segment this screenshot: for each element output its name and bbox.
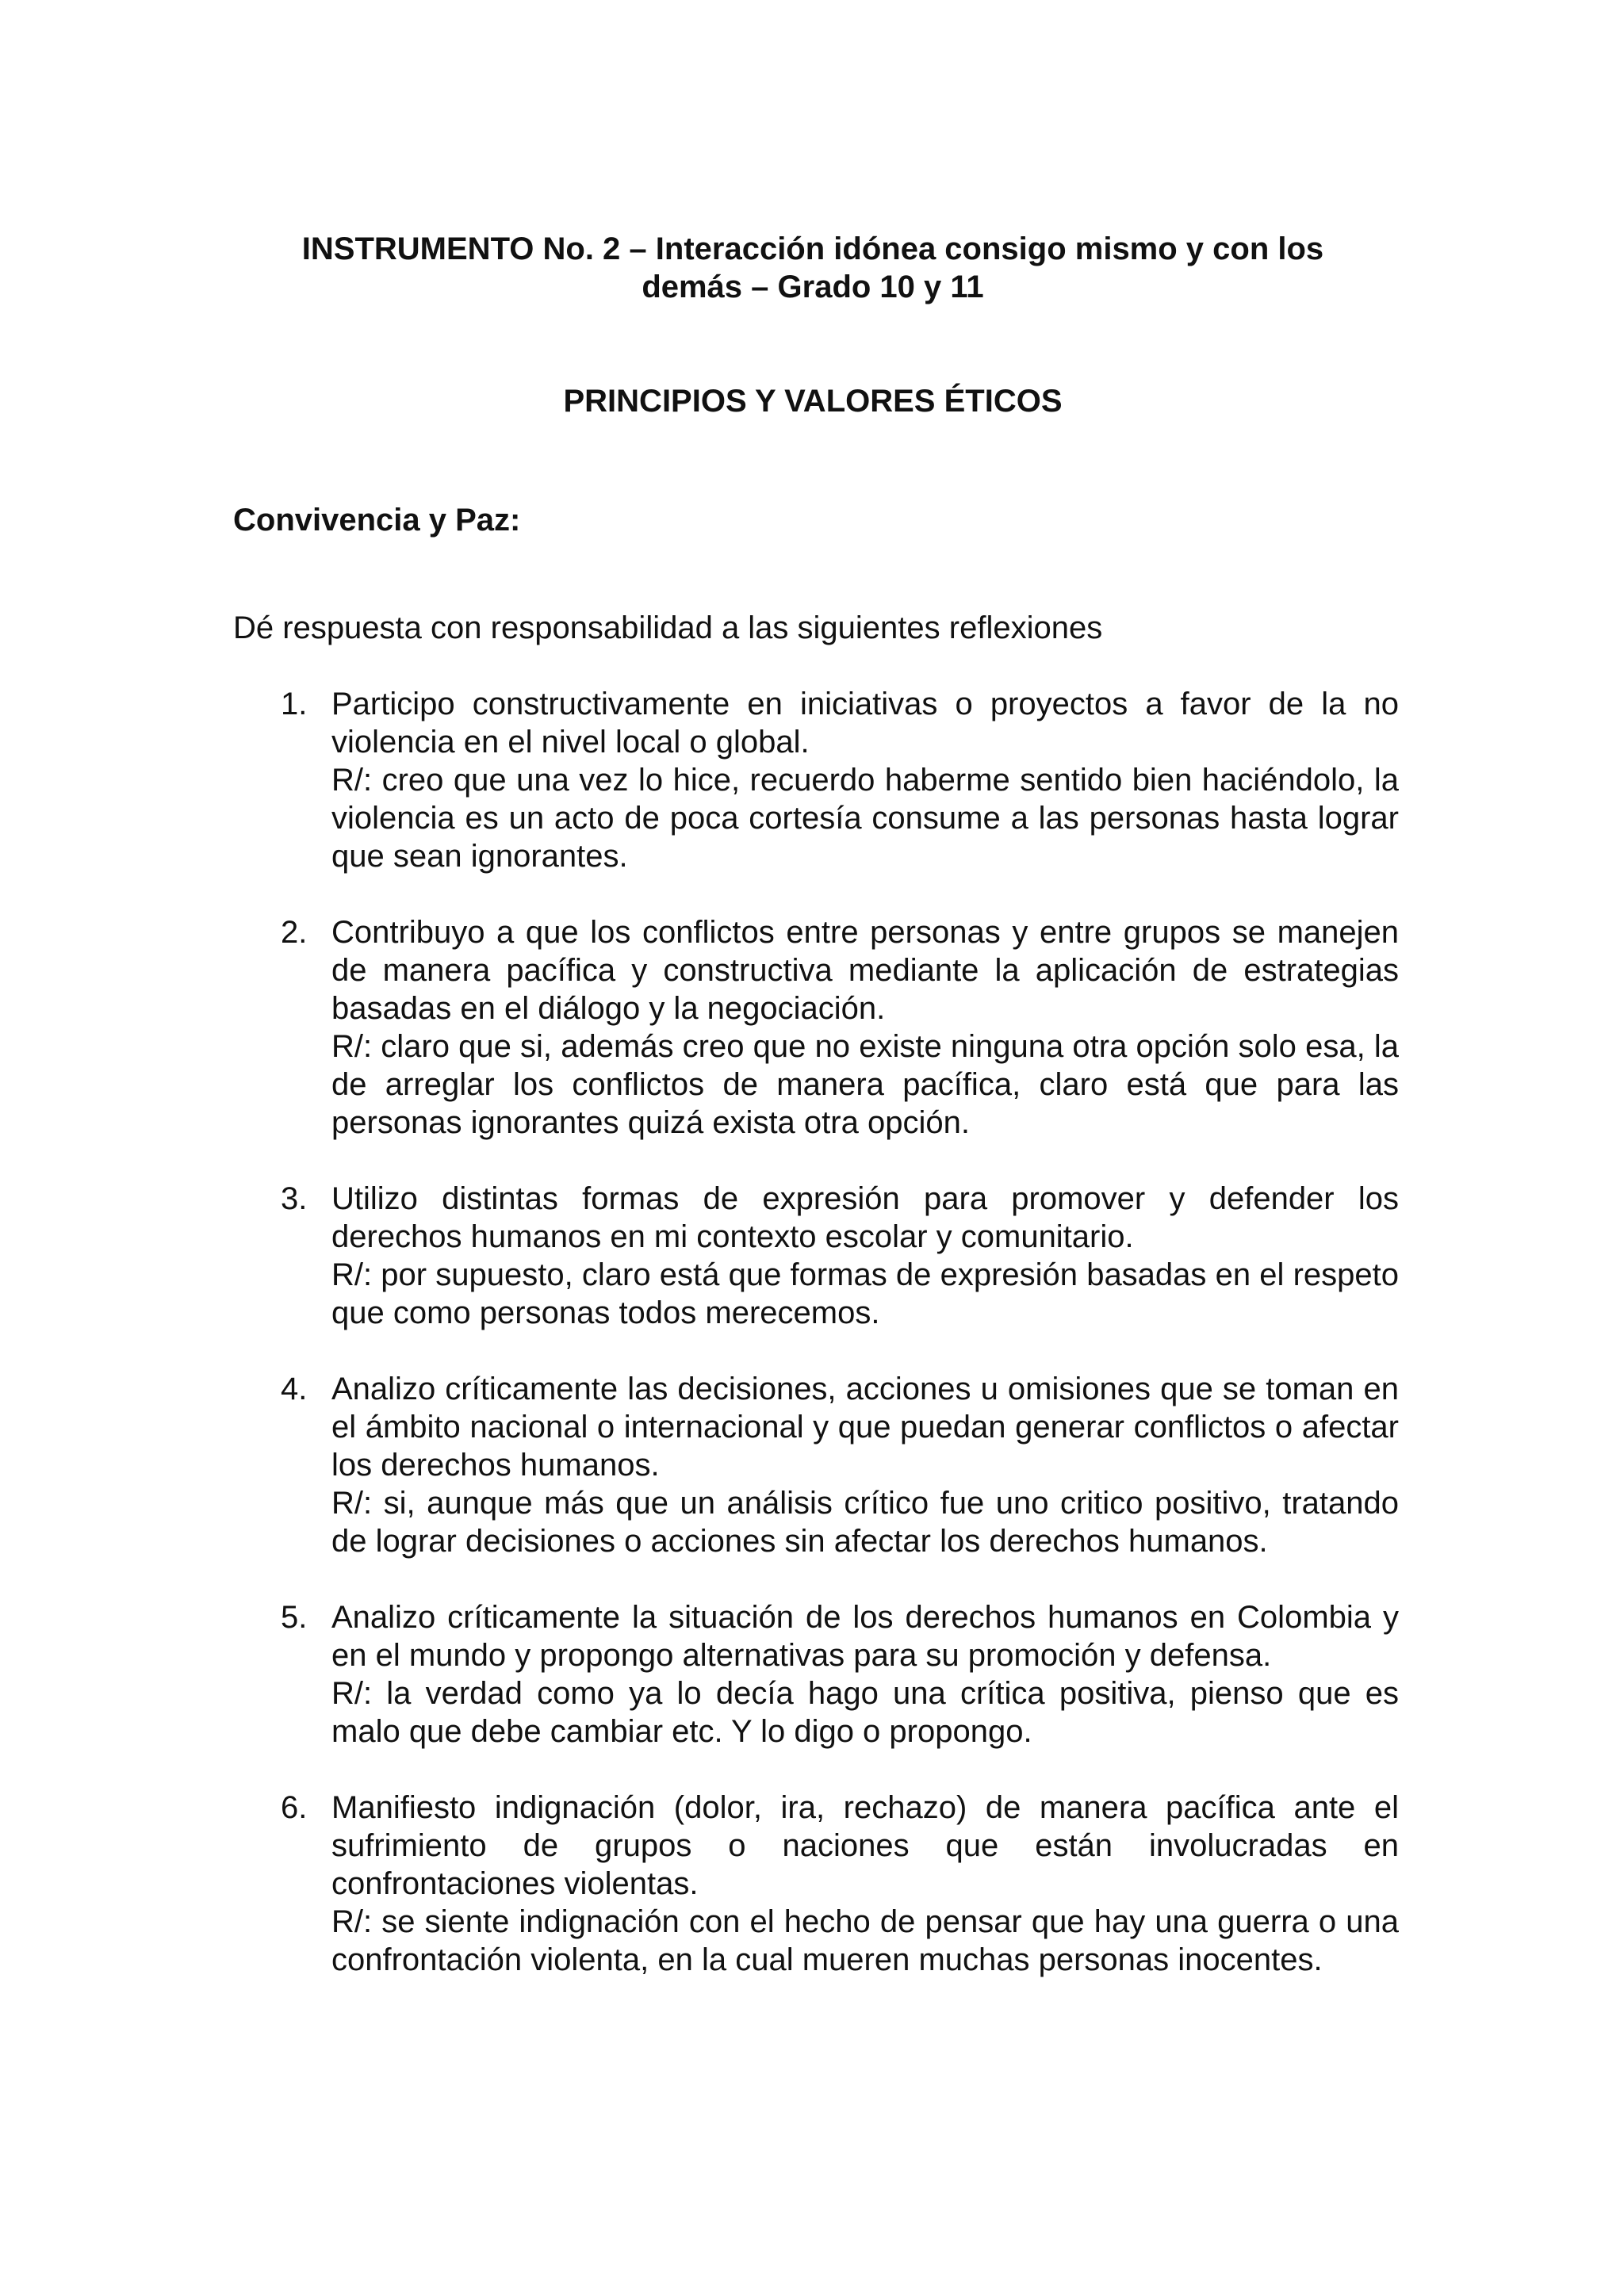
question-number: 2. — [281, 915, 308, 950]
question-item — [233, 685, 1399, 875]
answer-text: R/: si, aunque más que un análisis crítico fue uno critico positivo, tratando de lograr decisiones o acciones sin afectar los derechos humanos. — [331, 1486, 1399, 1559]
question-text: Analizo críticamente las decisiones, acciones u omisiones que se toman en el ámbito nacional o internacional y que puedan generar conflictos o afectar los derechos humanos. — [331, 1372, 1399, 1483]
question-text: Participo constructivamente en iniciativas o proyectos a favor de la no violencia en el nivel local o global. — [331, 687, 1399, 760]
section-heading: Convivencia y Paz: — [233, 503, 521, 538]
question-item — [233, 1789, 1399, 1979]
question-text: Manifiesto indignación (dolor, ira, rechazo) de manera pacífica ante el sufrimiento de grupos o naciones que están involucradas en confrontaciones violentas. — [331, 1790, 1399, 1901]
document-subtitle: PRINCIPIOS Y VALORES ÉTICOS — [563, 384, 1063, 419]
question-item — [233, 1180, 1399, 1332]
answer-text: R/: claro que si, además creo que no existe ninguna otra opción solo esa, la de arreglar los conflictos de manera pacífica, claro está que para las personas ignorantes quizá exista otra opción. — [331, 1029, 1399, 1140]
question-number: 6. — [281, 1790, 308, 1825]
question-item — [233, 1370, 1399, 1560]
answer-text: R/: la verdad como ya lo decía hago una crítica positiva, pienso que es malo que debe cambiar etc. Y lo digo o propongo. — [331, 1676, 1399, 1749]
question-item — [233, 1598, 1399, 1751]
question-item — [233, 913, 1399, 1142]
question-list — [233, 685, 1399, 2017]
instructions-text: Dé respuesta con responsabilidad a las siguientes reflexiones — [233, 610, 1103, 645]
answer-text: R/: se siente indignación con el hecho de pensar que hay una guerra o una confrontación violenta, en la cual mueren muchas personas inocentes. — [331, 1904, 1399, 1977]
document-title: INSTRUMENTO No. 2 – Interacción idónea consigo mismo y con los demás – Grado 10 y 11 — [301, 232, 1324, 304]
question-text: Utilizo distintas formas de expresión para promover y defender los derechos humanos en mi contexto escolar y comunitario. — [331, 1181, 1399, 1254]
question-text: Contribuyo a que los conflictos entre personas y entre grupos se manejen de manera pacífica y constructiva mediante la aplicación de estrategias basadas en el diálogo y la negociación. — [331, 915, 1399, 1026]
question-number: 5. — [281, 1600, 308, 1635]
question-number: 3. — [281, 1181, 308, 1216]
answer-text: R/: por supuesto, claro está que formas de expresión basadas en el respeto que como personas todos merecemos. — [331, 1257, 1399, 1330]
answer-text: R/: creo que una vez lo hice, recuerdo haberme sentido bien haciéndolo, la violencia es un acto de poca cortesía consume a las personas hasta lograr que sean ignorantes. — [331, 763, 1399, 874]
question-number: 1. — [281, 687, 308, 721]
question-number: 4. — [281, 1372, 308, 1406]
question-text: Analizo críticamente la situación de los derechos humanos en Colombia y en el mundo y propongo alternativas para su promoción y defensa. — [331, 1600, 1399, 1673]
